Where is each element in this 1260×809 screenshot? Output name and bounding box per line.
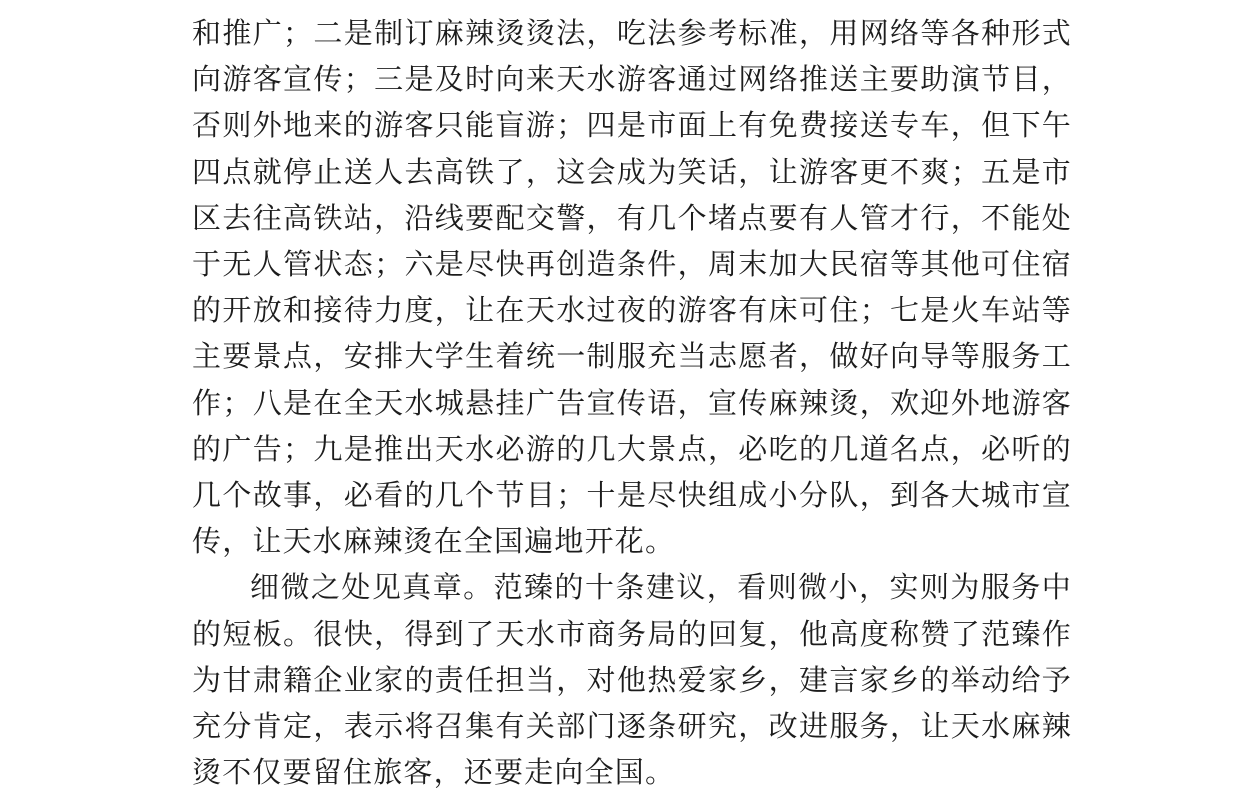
paragraph-suggestions: 和推广；二是制订麻辣烫烫法，吃法参考标准，用网络等各种形式向游客宣传；三是及时向来天水游客通过网络推送主要助演节目，否则外地来的游客只能盲游；四是市面上有免费接送专车，但下午四点就停止送人去高铁了，这会成为笑话，让游客更不爽；五是市区去往高铁站，沿线要配交警，有几个堵点要有人管才行，不能处于无人管状态；六是尽快再创造条件，周末加大民宿等其他可住宿的开放和接待力度，让在天水过夜的游客有床可住；七是火车站等主要景点，安排大学生着统一制服充当志愿者，做好向导等服务工作；八是在全天水城悬挂广告宣传语，宣传麻辣烫，欢迎外地游客的广告；九是推出天水必游的几大景点，必吃的几道名点，必听的几个故事，必看的几个节目；十是尽快组成小分队，到各大城市宣传，让天水麻辣烫在全国遍地开花。	[192, 16, 1072, 559]
paragraph-response: 细微之处见真章。范臻的十条建议，看则微小，实则为服务中的短板。很快，得到了天水市商务局的回复，他高度称赞了范臻作为甘肃籍企业家的责任担当，对他热爱家乡，建言家乡的举动给予充分肯定，表示将召集有关部门逐条研究，改进服务，让天水麻辣烫不仅要留住旅客，还要走向全国。	[192, 570, 1072, 790]
article-body	[192, 10, 1072, 795]
